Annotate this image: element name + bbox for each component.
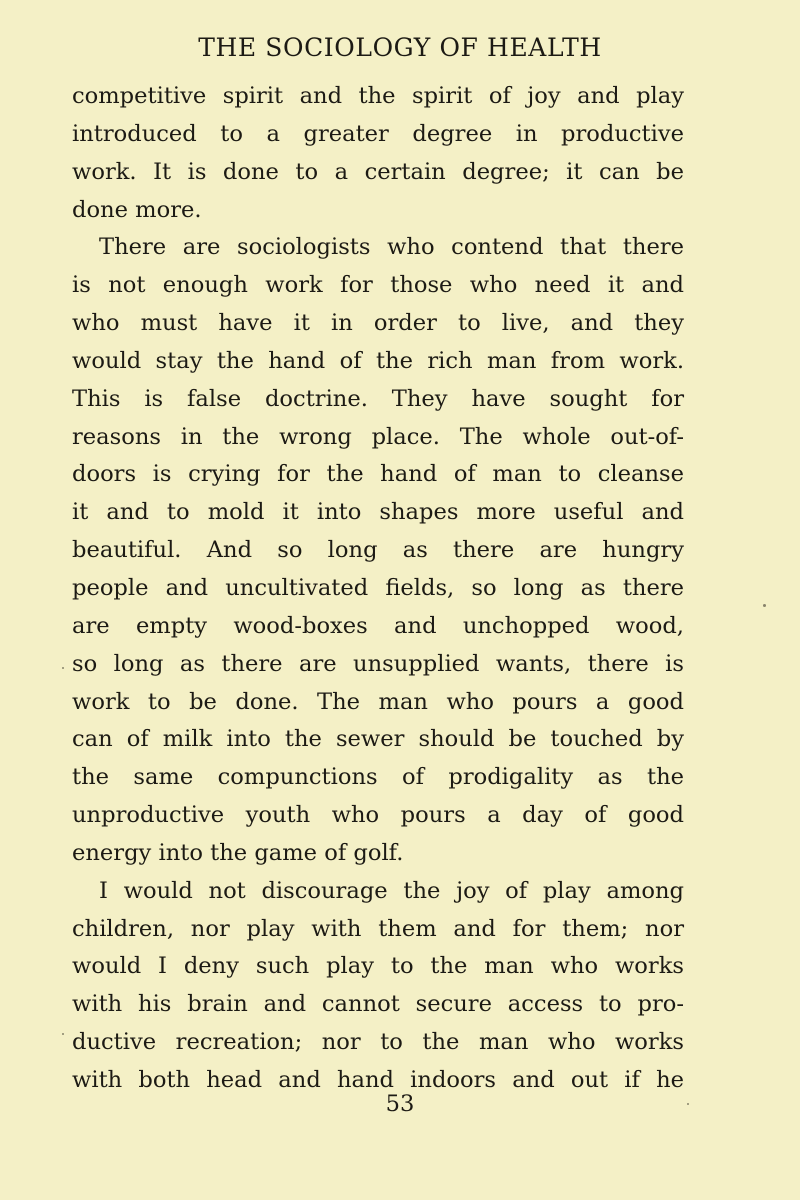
text-line: doors is crying for the hand of man to cleanse <box>72 461 684 488</box>
text-line: ductive recreation; nor to the man who works <box>72 1029 684 1056</box>
text-line: are empty wood-boxes and unchopped wood, <box>72 612 684 639</box>
running-head: THE SOCIOLOGY OF HEALTH <box>198 33 602 62</box>
text-line: I would not discourage the joy of play among <box>99 877 684 904</box>
text-line: with his brain and cannot secure access to pro- <box>72 991 684 1018</box>
body-text <box>72 78 684 1100</box>
text-line: work to be done. The man who pours a good <box>72 688 684 715</box>
text-line: competitive spirit and the spirit of joy and play <box>72 83 684 109</box>
text-line: children, nor play with them and for them; nor <box>72 915 684 942</box>
text-line: There are sociologists who contend that there <box>99 234 684 261</box>
text-line: the same compunctions of prodigality as the <box>72 764 684 791</box>
page-number: 53 <box>385 1091 415 1117</box>
text-line: introduced to a greater degree in productive <box>72 120 684 147</box>
text-line: beautiful. And so long as there are hungry <box>72 537 684 564</box>
text-line: people and uncultivated fields, so long as there <box>72 574 684 601</box>
text-line: would I deny such play to the man who works <box>72 953 684 980</box>
paper-speck <box>687 1103 689 1105</box>
text-line: unproductive youth who pours a day of good <box>72 802 684 829</box>
paper-speck <box>763 604 766 607</box>
text-line: can of milk into the sewer should be touched by <box>72 726 684 753</box>
text-line: reasons in the wrong place. The whole out-of- <box>72 423 684 450</box>
paper-speck <box>62 1033 64 1035</box>
text-line: it and to mold it into shapes more useful and <box>72 499 684 526</box>
paper-speck <box>62 667 64 669</box>
text-line: is not enough work for those who need it and <box>72 272 684 299</box>
text-line: so long as there are unsupplied wants, there is <box>72 650 684 677</box>
text-line: energy into the game of golf. <box>72 839 404 866</box>
text-line: with both head and hand indoors and out if he <box>72 1066 684 1093</box>
text-line: done more. <box>72 196 202 223</box>
text-line: would stay the hand of the rich man from work. <box>72 347 684 374</box>
text-line: work. It is done to a certain degree; it can be <box>72 158 684 185</box>
text-line: who must have it in order to live, and they <box>72 310 684 337</box>
text-line: This is false doctrine. They have sought for <box>72 385 684 412</box>
